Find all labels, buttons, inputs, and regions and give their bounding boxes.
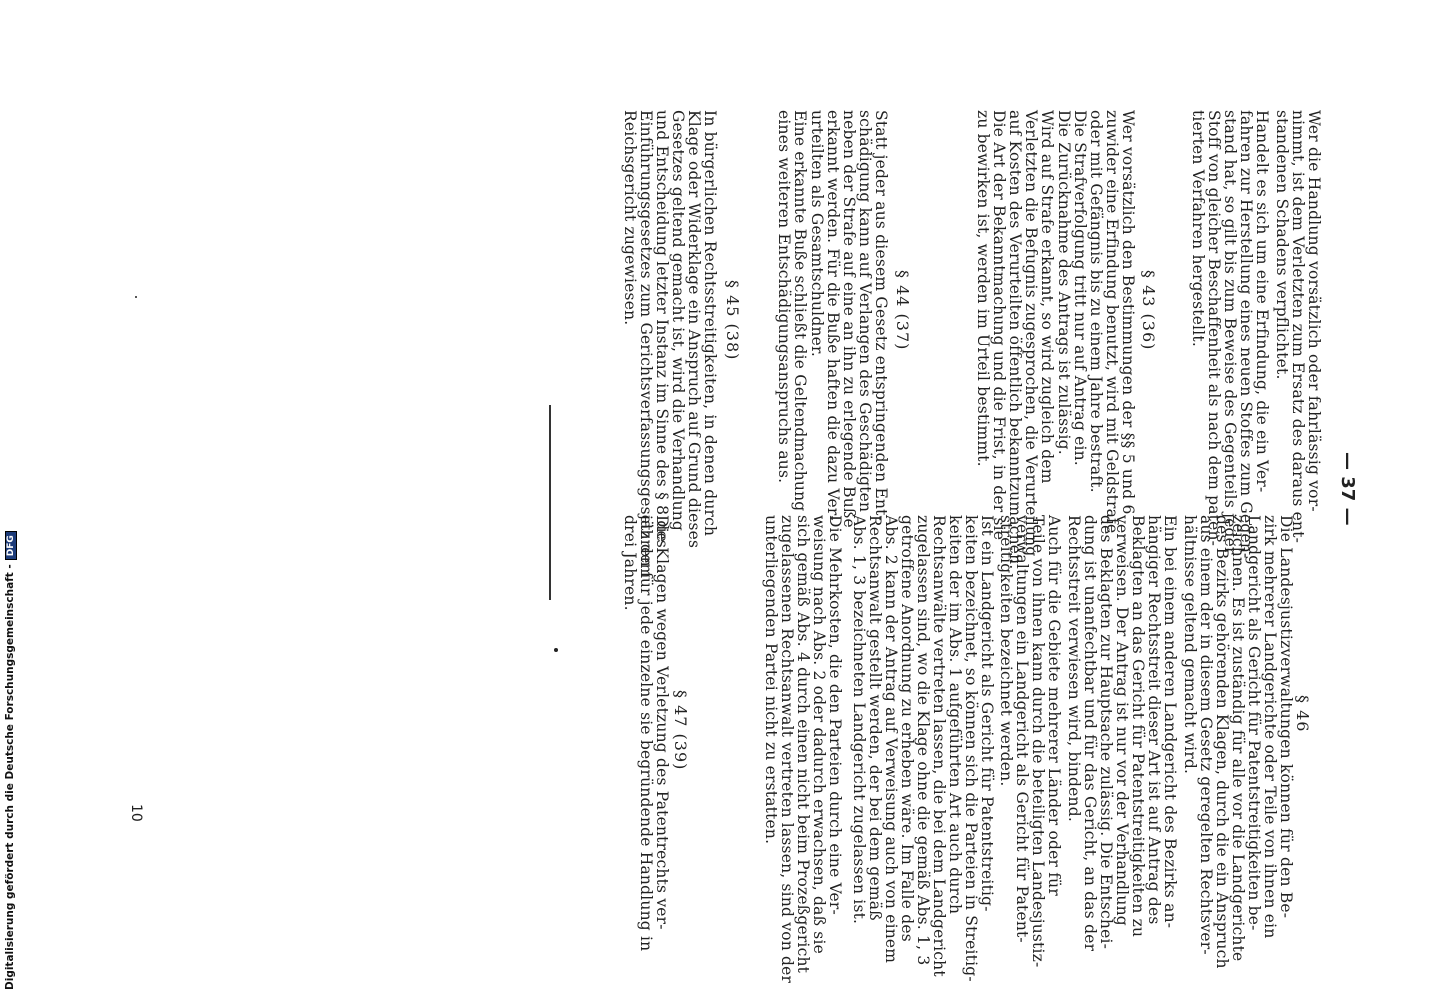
- paragraph-s46-1: [1182, 515, 1294, 969]
- paragraph-s46-4: [851, 515, 995, 982]
- text-line: des Beklagten zur Hauptsache zulässig. Die Entschei-: [1097, 515, 1115, 950]
- text-line: unterliegenden Partei nicht zu erstatten.: [762, 515, 780, 845]
- text-line: Klage oder Widerklage ein Anspruch auf Grund dieses: [685, 110, 703, 549]
- text-line: weisung nach Abs. 2 oder dadurch erwachsen, daß sie: [810, 515, 828, 954]
- heading-s43: § 43 (36): [1139, 270, 1158, 351]
- text-line: Verletzten die Befugnis zugesprochen, die Verurteilung: [1022, 110, 1040, 557]
- paragraph-s42-1: [1274, 110, 1322, 543]
- dfg-logo: DFG: [5, 531, 17, 560]
- text-line: verweisen. Der Antrag ist nur vor der Verhandlung: [1113, 515, 1131, 926]
- header-page-number: — 37 —: [1337, 452, 1358, 526]
- footer-page-number: 10: [128, 804, 144, 822]
- text-line: Teile von ihnen kann durch die beteiligten Landesjustiz-: [1029, 515, 1047, 968]
- text-line: Landgericht als Gericht für Patentstreitigkeiten be-: [1245, 515, 1263, 931]
- text-line: Ist ein Landgericht als Gericht für Patentstreitig-: [978, 515, 996, 912]
- heading-s45: § 45 (38): [723, 280, 742, 361]
- text-line: zugelassenen Rechtsanwalt vertreten lassen, sind von der: [778, 515, 796, 984]
- text-line: zirk mehrerer Landgerichte oder Teile von ihnen ein: [1261, 515, 1279, 939]
- paragraph-s45-1: [622, 110, 718, 578]
- text-line: Handelt es sich um eine Erfindung, die ein Ver-: [1253, 110, 1271, 493]
- paragraph-s42-2: [1190, 110, 1270, 558]
- text-line: Einführungsgesetzes zum Gerichtsverfassungsgesetz dem: [637, 110, 655, 579]
- text-line: Gesetzes geltend gemacht ist, wird die Verhandlung: [669, 110, 687, 532]
- text-line: Die Art der Bekanntmachung und die Frist, in der sie: [990, 110, 1008, 541]
- text-line: stand hat, so gilt bis zum Beweise des Gegenteils jeder: [1221, 110, 1239, 555]
- scan-speck: [554, 648, 558, 652]
- text-line: sich gemäß Abs. 4 durch einen nicht beim Prozeßgericht: [794, 515, 812, 974]
- text-line: neben der Strafe auf eine an ihn zu erlegende Buße: [840, 110, 858, 528]
- heading-s47: § 47 (39): [671, 690, 690, 771]
- text-line: zugelassen sind, wo die Klage ohne die gemäß Abs. 1, 3: [914, 515, 932, 966]
- text-line: Die Zurücknahme des Antrags ist zulässig.: [1055, 110, 1073, 455]
- digitization-credit: [4, 531, 17, 990]
- text-line: Wer vorsätzlich den Bestimmungen der §§ 5 und 6: [1119, 110, 1137, 515]
- text-line: urteilten als Gesamtschuldner.: [808, 110, 826, 358]
- text-line: Stoff von gleicher Beschaffenheit als nach dem paten-: [1205, 110, 1223, 547]
- text-line: Wer die Handlung vorsätzlich oder fahrlässig vor-: [1305, 110, 1323, 512]
- text-line: oder mit Gefängnis bis zu einem Jahre bestraft.: [1087, 110, 1105, 493]
- text-line: Abs. 1, 3 bezeichneten Landgericht zugelassen ist.: [850, 515, 868, 925]
- paragraph-s43-2: [1056, 110, 1088, 466]
- text-line: Die Klagen wegen Verletzung des Patentrechts ver-: [653, 515, 671, 930]
- text-line: hängiger Rechtsstreit dieser Art ist auf Antrag des: [1145, 515, 1163, 925]
- paragraph-s43-3: [975, 110, 1055, 569]
- text-line: Die Landesjustizverwaltungen können für den Be-: [1277, 515, 1295, 919]
- text-line: standenen Schadens verpflichtet.: [1273, 110, 1291, 380]
- paragraph-s43-1: [1088, 110, 1136, 533]
- text-line: streitigkeiten bezeichnet werden.: [997, 515, 1015, 787]
- credit-text: Digitalisierung gefördert durch die Deutsche Forschungsgemeinschaft -: [4, 564, 16, 990]
- text-line: Die Mehrkosten, die den Parteien durch eine Ver-: [826, 515, 844, 915]
- text-line: fahren zur Herstellung eines neuen Stoffes zum Gegen-: [1237, 110, 1255, 559]
- paragraph-s47-1: [622, 515, 670, 951]
- text-line: Die Strafverfolgung tritt nur auf Antrag ein.: [1071, 110, 1089, 466]
- heading-s46: § 46: [1293, 695, 1312, 733]
- text-line: jähren für jede einzelne sie begründende Handlung in: [637, 515, 655, 952]
- text-line: aus einem der in diesem Gesetz geregelten Rechtsver-: [1197, 515, 1215, 955]
- text-line: Rechtsanwalt gestellt werden, der bei dem gemäß: [866, 515, 884, 921]
- text-line: zeichnen. Es ist zuständig für alle vor die Landgerichte: [1229, 515, 1247, 962]
- text-line: Ein bei einem anderen Landgericht des Bezirks an-: [1161, 515, 1179, 929]
- paragraph-s46-3: [998, 515, 1062, 967]
- text-line: Wird auf Strafe erkannt, so wird zugleich dem: [1038, 110, 1056, 484]
- text-line: keiten bezeichnet, so können sich die Parteien in Streitig-: [962, 515, 980, 982]
- text-line: Eine erkannte Buße schließt die Geltendmachung: [791, 110, 809, 512]
- text-line: verwaltungen ein Landgericht als Gericht für Patent-: [1013, 515, 1031, 943]
- text-line: Beklagten an das Gericht für Patentstreitigkeiten zu: [1129, 515, 1147, 938]
- text-line: Reichsgericht zugewiesen.: [621, 110, 639, 326]
- text-line: zu bewirken ist, werden im Urteil bestimmt.: [974, 110, 992, 467]
- text-line: und Entscheidung letzter Instanz im Sinne des § 8 des: [653, 110, 671, 549]
- text-line: des Bezirks gehörenden Klagen, durch die ein Anspruch: [1213, 515, 1231, 969]
- paragraph-s46-2: [1066, 515, 1178, 951]
- text-line: auf Kosten des Verurteilten öffentlich bekanntzumachen.: [1006, 110, 1024, 570]
- text-line: zuwider eine Erfindung benutzt, wird mit Geldstrafe: [1103, 110, 1121, 534]
- text-line: tierten Verfahren hergestellt.: [1189, 110, 1207, 347]
- heading-s44: § 44 (37): [893, 270, 912, 351]
- text-line: hältnisse geltend gemacht wird.: [1181, 515, 1199, 775]
- text-line: Auch für die Gebiete mehrerer Länder oder für: [1045, 515, 1063, 896]
- paragraph-s46-5: [763, 515, 843, 983]
- text-line: eines weiteren Entschädigungsanspruchs aus.: [775, 110, 793, 484]
- text-line: dung ist unanfechtbar und für das Gericht, an das der: [1081, 515, 1099, 952]
- scan-speck: [135, 296, 137, 298]
- text-line: Rechtsstreit verwiesen wird, bindend.: [1065, 515, 1083, 822]
- text-line: Statt jeder aus diesem Gesetz entspringenden Ent-: [872, 110, 890, 522]
- text-line: In bürgerlichen Rechtsstreitigkeiten, in denen durch: [701, 110, 719, 537]
- paragraph-s44-2: [776, 110, 808, 511]
- text-line: erkannt werden. Für die Buße haften die dazu Ver-: [824, 110, 842, 521]
- paragraph-s44-1: [809, 110, 889, 528]
- text-line: Abs. 2 kann der Antrag auf Verweisung auch von einem: [882, 515, 900, 964]
- text-line: getroffene Anordnung zu erheben wäre. Im Falle des: [898, 515, 916, 942]
- text-line: schädigung kann auf Verlangen des Geschädigten: [856, 110, 874, 513]
- text-line: drei Jahren.: [621, 515, 639, 611]
- text-line: nimmt, ist dem Verletzten zum Ersatz des daraus ent-: [1289, 110, 1307, 544]
- text-line: Rechtsanwälte vertreten lassen, die bei dem Landgericht: [930, 515, 948, 977]
- text-line: keiten der im Abs. 1 aufgeführten Art auch durch: [946, 515, 964, 915]
- section-divider-rule: [549, 405, 551, 600]
